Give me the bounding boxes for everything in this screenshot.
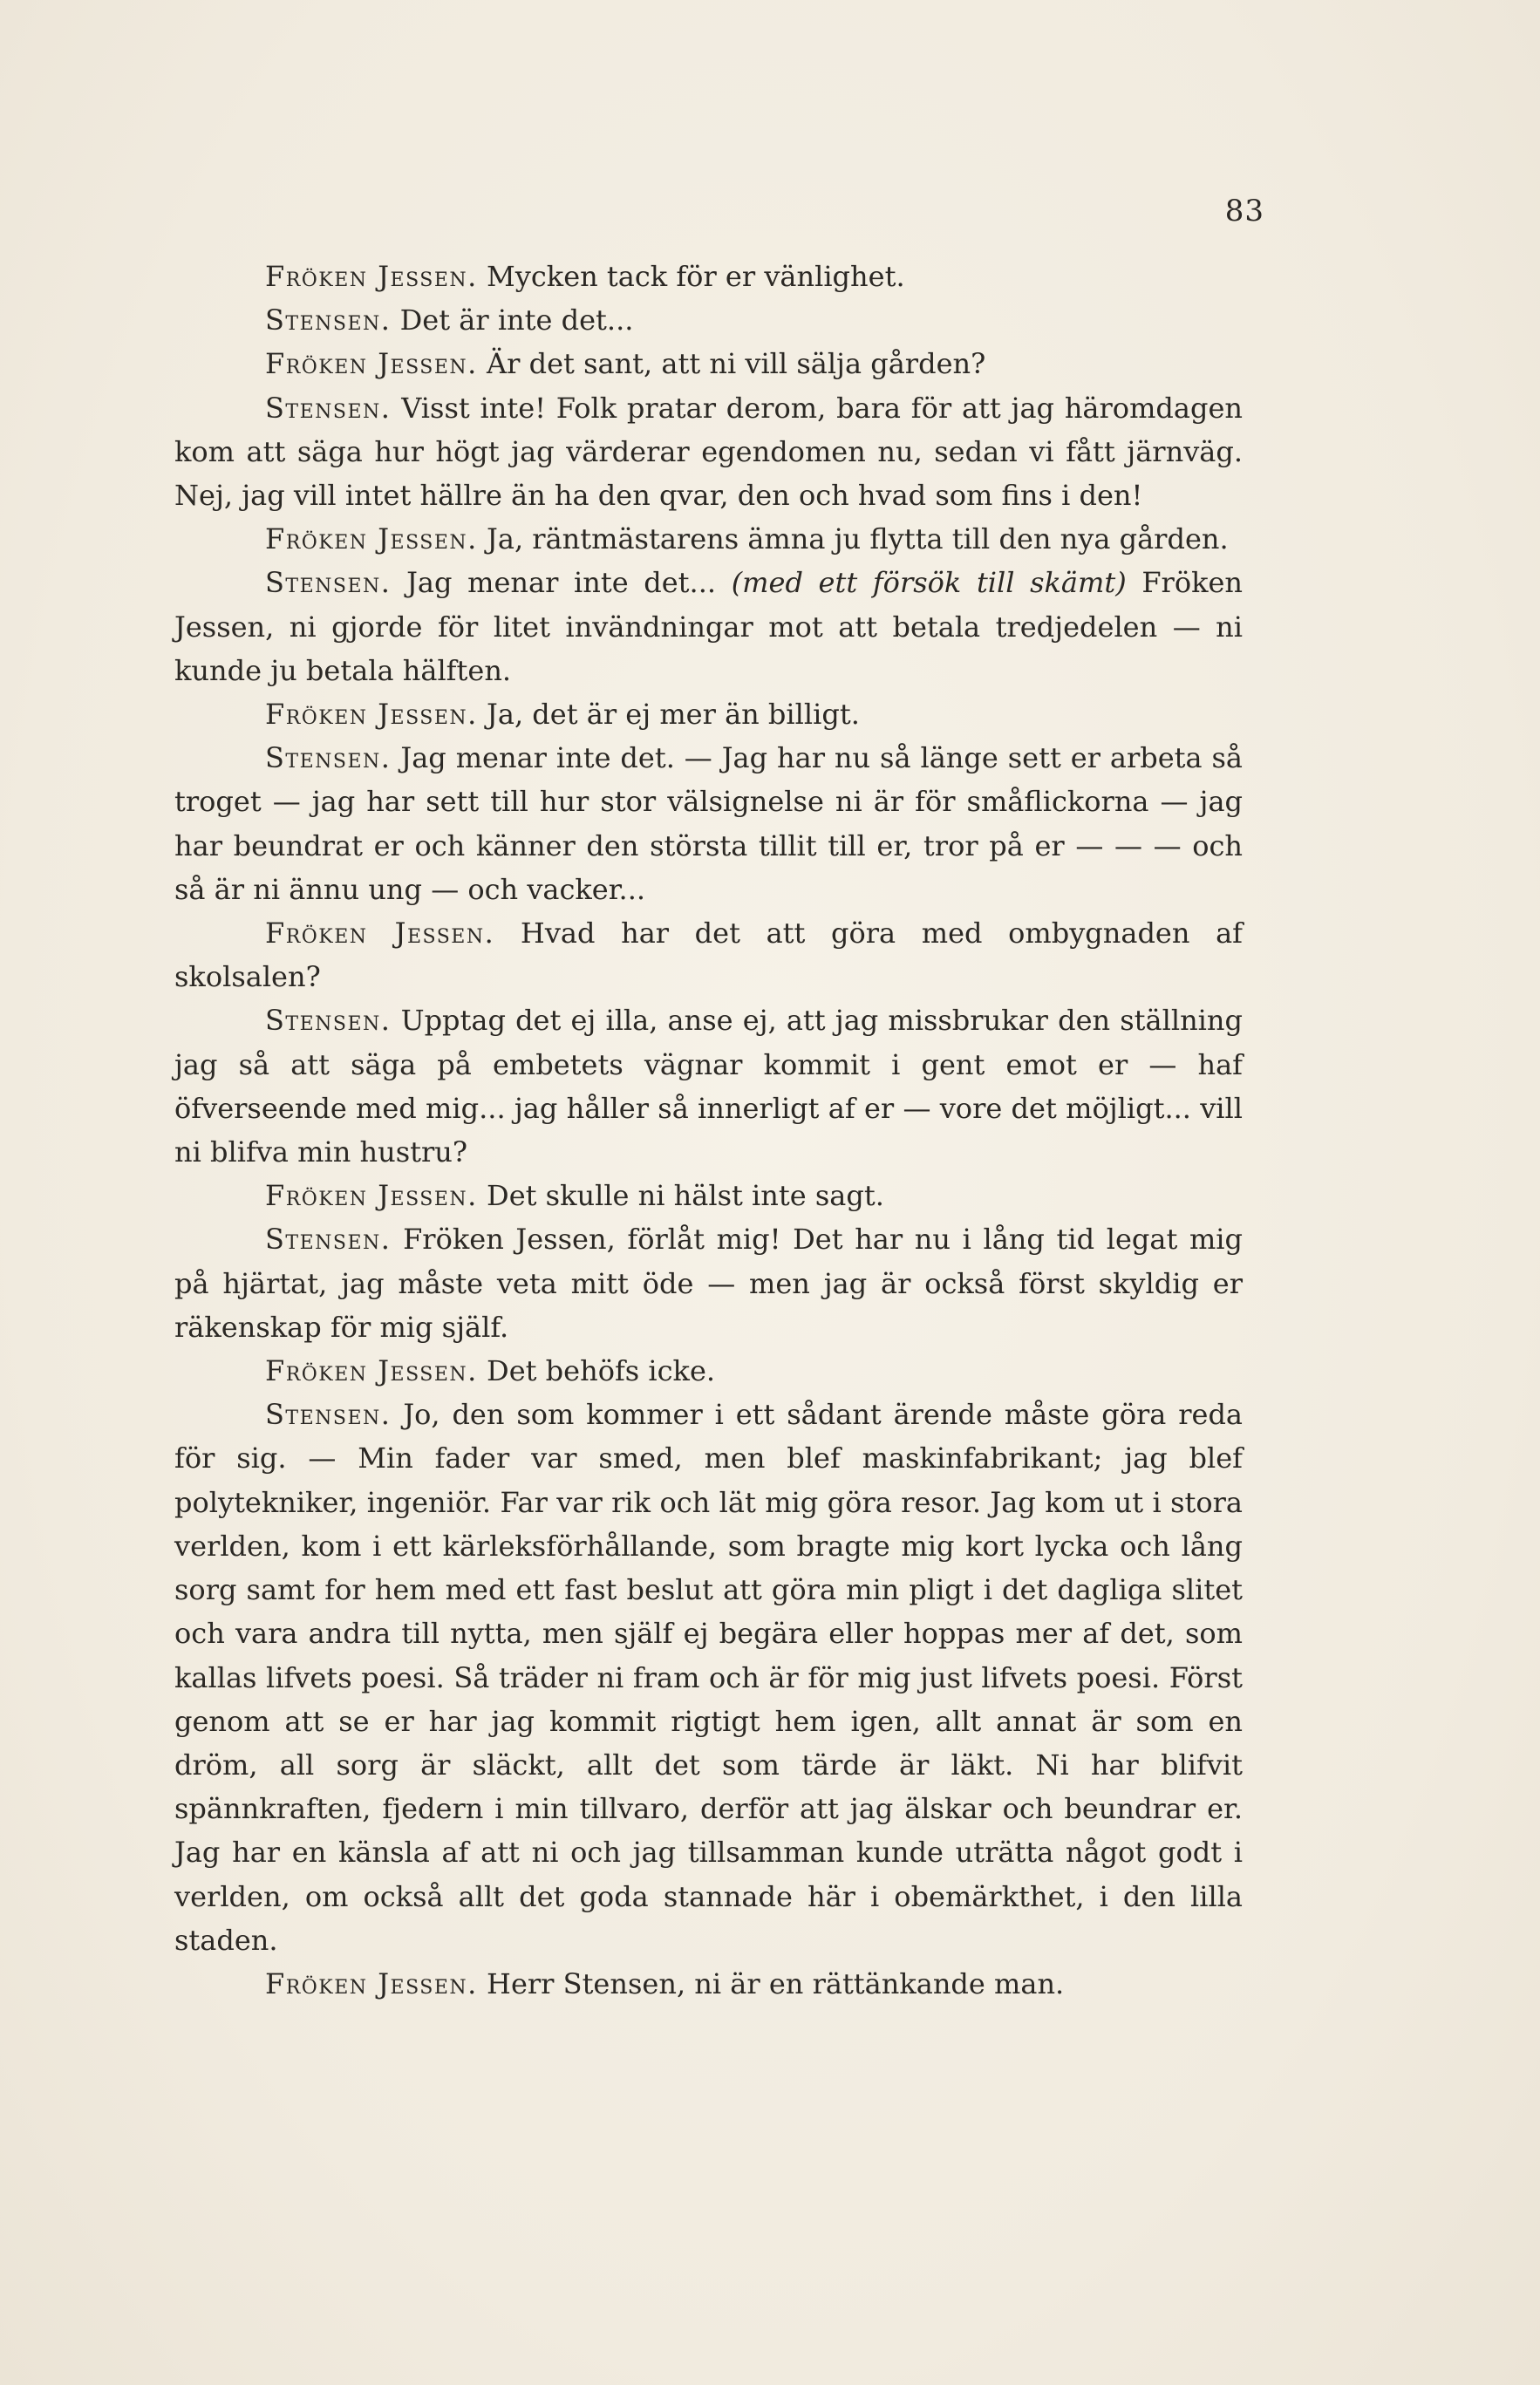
dialogue-line — [174, 1393, 1243, 1962]
line-text: Mycken tack för er vänlighet. — [487, 260, 905, 293]
page-number: 83 — [1224, 194, 1264, 228]
speaker-name: Stensen. — [265, 1004, 392, 1038]
line-text: Det skulle ni hälst inte sagt. — [487, 1179, 884, 1213]
line-text: Det behöfs icke. — [487, 1354, 716, 1388]
speaker-name: Fröken Jessen. — [265, 1179, 478, 1213]
line-text: Fröken Jessen, förlåt mig! Det har nu i lång tid legat mig på hjärtat, jag måste veta mitt öde — men jag är också först skyldig er räkenskap för mig själf. — [174, 1223, 1244, 1344]
dialogue-line — [174, 255, 1243, 298]
dialogue-line — [174, 517, 1243, 561]
speaker-name: Fröken Jessen. — [265, 1354, 478, 1388]
speaker-name: Fröken Jessen. — [265, 917, 495, 951]
speaker-name: Fröken Jessen. — [265, 1966, 478, 2000]
speaker-name: Fröken Jessen. — [265, 260, 478, 293]
line-text-continued: Fröken Jessen, ni gjorde för litet invändningar mot att betala tredjedelen — ni kunde ju betala hälften. — [174, 566, 1244, 687]
speaker-name: Stensen. — [265, 391, 392, 425]
dialogue-line — [174, 342, 1243, 385]
dialogue-line — [174, 911, 1243, 998]
dialogue-line — [174, 561, 1243, 692]
line-text: Ja, räntmästarens ämna ju flytta till den nya gården. — [487, 522, 1229, 556]
speaker-name: Fröken Jessen. — [265, 698, 478, 732]
line-text: Jo, den som kommer i ett sådant ärende måste göra reda för sig. — Min fader var smed, men blef maskinfabrikant; jag blef polytekniker, ingeniör. Far var rik och lät mig göra resor. Jag kom ut i stora verlden, kom i ett kärleksförhållande, som bragte mig kort lycka och lång sorg samt for hem med ett fast beslut att göra min pligt i det dagliga slitet och vara andra till nytta, men själf ej begära eller hoppas mer af det, som kallas lifvets poesi. Så träder ni fram och är för mig just lifvets poesi. Först genom att se er har jag kommit rigtigt hem igen, allt annat är som en dröm, all sorg är släckt, allt det som tärde är läkt. Ni har blifvit spännkraften, fjedern i min tillvaro, derför att jag älskar och beundrar er. Jag har en känsla af att ni och jag tillsamman kunde uträtta något godt i verlden, om också allt det goda stannade här i obemärkthet, i den lilla staden. — [174, 1398, 1244, 1957]
line-text: Herr Stensen, ni är en rättänkande man. — [487, 1966, 1065, 2000]
line-text: Jag menar inte det. — Jag har nu så länge sett er arbeta så troget — jag har sett till hur stor välsignelse ni är för småflickorna — jag har beundrat er och känner den största tillit till er, tror på er — — — och så är ni ännu ung — och vacker... — [174, 741, 1244, 906]
speaker-name: Stensen. — [265, 1223, 392, 1257]
speaker-name: Fröken Jessen. — [265, 522, 478, 556]
line-text: Ja, det är ej mer än billigt. — [487, 698, 860, 732]
line-text: Det är inte det... — [399, 303, 634, 337]
dialogue-text — [174, 255, 1243, 2006]
dialogue-line — [174, 736, 1243, 911]
dialogue-line — [174, 1349, 1243, 1393]
speaker-name: Fröken Jessen. — [265, 347, 478, 381]
line-text: Hvad har det att göra med ombygnaden af skolsalen? — [174, 917, 1244, 994]
line-text: Upptag det ej illa, anse ej, att jag missbrukar den ställning jag så att säga på embetets vägnar kommit i gent emot er — haf öfverseende med mig... jag håller så innerligt af er — vore det möjligt... vill ni blifva min hustru? — [174, 1004, 1244, 1169]
dialogue-line — [174, 1962, 1243, 2006]
line-text: Är det sant, att ni vill sälja gården? — [487, 347, 986, 381]
dialogue-line — [174, 386, 1243, 518]
dialogue-line — [174, 1174, 1243, 1217]
dialogue-line — [174, 1217, 1243, 1349]
line-text: Visst inte! Folk pratar derom, bara för att jag häromdagen kom att säga hur högt jag värderar egendomen nu, sedan vi fått järnväg. Nej, jag vill intet hällre än ha den qvar, den och hvad som fins i den! — [174, 391, 1244, 513]
dialogue-line — [174, 298, 1243, 342]
speaker-name: Stensen. — [265, 566, 392, 600]
line-text: Jag menar inte det... — [406, 566, 717, 600]
speaker-name: Stensen. — [265, 741, 392, 775]
dialogue-line — [174, 998, 1243, 1174]
speaker-name: Stensen. — [265, 1398, 392, 1432]
dialogue-line — [174, 692, 1243, 736]
stage-direction: (med ett försök till skämt) — [731, 566, 1127, 600]
speaker-name: Stensen. — [265, 303, 392, 337]
